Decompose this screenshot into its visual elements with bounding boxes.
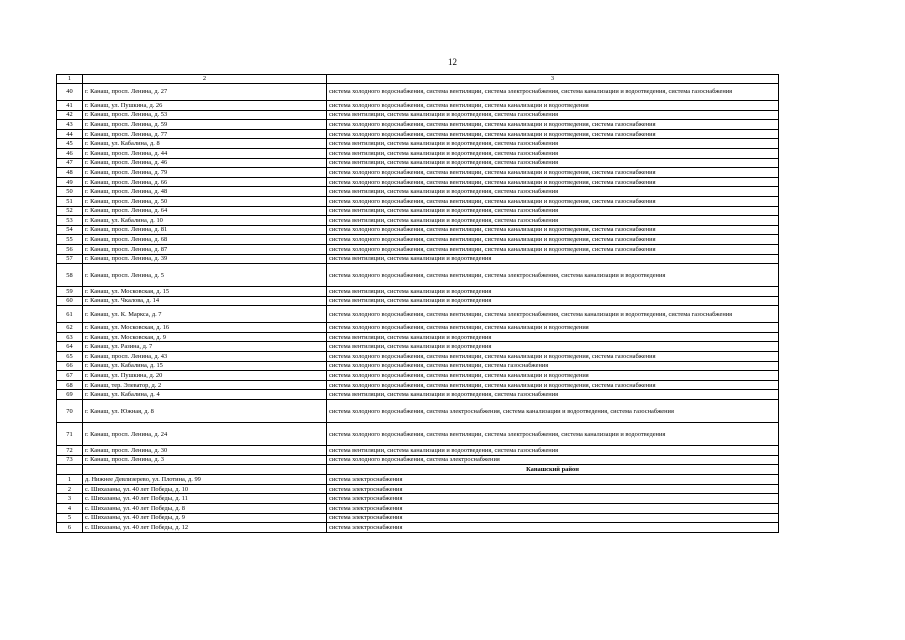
row-systems: система холодного водоснабжения, система вентиляции, система канализации и водоотведения, система газоснабжения <box>327 244 779 254</box>
row-address: с. Шихазаны, ул. 40 лет Победы, д. 11 <box>83 494 327 504</box>
row-number: 72 <box>57 446 83 456</box>
row-systems: система вентиляции, система канализации и водоотведения, система газоснабжения <box>327 446 779 456</box>
table-row <box>57 225 779 235</box>
row-systems: система холодного водоснабжения, система электроснабжения <box>327 455 779 465</box>
table-row <box>57 390 779 400</box>
row-address: г. Канаш, просп. Ленина, д. 66 <box>83 177 327 187</box>
registry-table-body <box>57 75 779 533</box>
row-number: 41 <box>57 101 83 111</box>
row-systems: система холодного водоснабжения, система вентиляции, система канализации и водоотведения <box>327 101 779 111</box>
table-row <box>57 296 779 306</box>
table-row <box>57 196 779 206</box>
row-address: г. Канаш, просп. Ленина, д. 79 <box>83 168 327 178</box>
row-systems: система холодного водоснабжения, система электроснабжения, система канализации и водоотведения, система газоснабжения <box>327 400 779 423</box>
row-address: г. Канаш, тер. Элеватор, д. 2 <box>83 380 327 390</box>
row-systems: система холодного водоснабжения, система вентиляции, система канализации и водоотведения, система газоснабжения <box>327 168 779 178</box>
table-row <box>57 148 779 158</box>
table-row <box>57 484 779 494</box>
row-number: 43 <box>57 120 83 130</box>
row-address: г. Канаш, просп. Ленина, д. 5 <box>83 264 327 287</box>
row-address: г. Канаш, просп. Ленина, д. 77 <box>83 129 327 139</box>
row-address: г. Канаш, просп. Ленина, д. 30 <box>83 446 327 456</box>
row-systems: система вентиляции, система канализации и водоотведения <box>327 332 779 342</box>
table-row <box>57 129 779 139</box>
row-address: г. Канаш, просп. Ленина, д. 68 <box>83 235 327 245</box>
row-systems: система холодного водоснабжения, система вентиляции, система канализации и водоотведения, система газоснабжения <box>327 225 779 235</box>
section-empty-cell <box>83 465 327 475</box>
row-systems: система холодного водоснабжения, система вентиляции, система электроснабжения, система канализации и водоотведения, система газоснабжения <box>327 306 779 323</box>
table-row <box>57 168 779 178</box>
row-number: 55 <box>57 235 83 245</box>
table-row <box>57 342 779 352</box>
table-row <box>57 187 779 197</box>
row-systems: система холодного водоснабжения, система вентиляции, система газоснабжения <box>327 361 779 371</box>
column-number-header: 1 <box>57 75 83 84</box>
table-row <box>57 206 779 216</box>
table-row <box>57 254 779 264</box>
row-number: 46 <box>57 148 83 158</box>
row-address: г. Канаш, просп. Ленина, д. 44 <box>83 148 327 158</box>
row-address: г. Канаш, просп. Ленина, д. 39 <box>83 254 327 264</box>
row-systems: система холодного водоснабжения, система вентиляции, система канализации и водоотведения, система газоснабжения <box>327 196 779 206</box>
row-number: 65 <box>57 352 83 362</box>
row-address: г. Канаш, ул. Кабалина, д. 10 <box>83 216 327 226</box>
section-empty-cell <box>57 465 83 475</box>
table-row <box>57 264 779 287</box>
row-number: 1 <box>57 475 83 485</box>
row-number: 42 <box>57 110 83 120</box>
row-number: 73 <box>57 455 83 465</box>
row-systems: система холодного водоснабжения, система вентиляции, система канализации и водоотведения, система газоснабжения <box>327 177 779 187</box>
row-address: г. Канаш, просп. Ленина, д. 81 <box>83 225 327 235</box>
row-address: д. Нижнее Девлизерево, ул. Плотина, д. 99 <box>83 475 327 485</box>
row-address: с. Шихазаны, ул. 40 лет Победы, д. 9 <box>83 513 327 523</box>
table-row <box>57 504 779 514</box>
row-number: 67 <box>57 371 83 381</box>
row-systems: система электроснабжения <box>327 475 779 485</box>
row-systems: система холодного водоснабжения, система вентиляции, система электроснабжения, система канализации и водоотведения <box>327 423 779 446</box>
row-address: г. Канаш, просп. Ленина, д. 59 <box>83 120 327 130</box>
row-number: 70 <box>57 400 83 423</box>
row-systems: система электроснабжения <box>327 484 779 494</box>
row-number: 59 <box>57 287 83 297</box>
table-row <box>57 110 779 120</box>
table-row <box>57 352 779 362</box>
row-number: 3 <box>57 494 83 504</box>
table-row <box>57 332 779 342</box>
row-address: г. Канаш, ул. Пушкина, д. 26 <box>83 101 327 111</box>
row-address: г. Канаш, просп. Ленина, д. 64 <box>83 206 327 216</box>
row-number: 63 <box>57 332 83 342</box>
table-row <box>57 361 779 371</box>
row-number: 71 <box>57 423 83 446</box>
row-number: 58 <box>57 264 83 287</box>
row-systems: система вентиляции, система канализации и водоотведения <box>327 342 779 352</box>
row-address: г. Канаш, ул. Кабалина, д. 8 <box>83 139 327 149</box>
row-systems: система вентиляции, система канализации и водоотведения, система газоснабжения <box>327 158 779 168</box>
row-address: с. Шихазаны, ул. 40 лет Победы, д. 12 <box>83 523 327 533</box>
table-row <box>57 158 779 168</box>
row-address: с. Шихазаны, ул. 40 лет Победы, д. 10 <box>83 484 327 494</box>
row-address: г. Канаш, ул. Пушкина, д. 20 <box>83 371 327 381</box>
row-systems: система холодного водоснабжения, система вентиляции, система электроснабжения, система канализации и водоотведения, система газоснабжения <box>327 84 779 101</box>
row-number: 64 <box>57 342 83 352</box>
row-systems: система вентиляции, система канализации и водоотведения <box>327 296 779 306</box>
row-number: 53 <box>57 216 83 226</box>
row-systems: система вентиляции, система канализации и водоотведения <box>327 254 779 264</box>
table-row <box>57 513 779 523</box>
row-systems: система холодного водоснабжения, система вентиляции, система канализации и водоотведения <box>327 323 779 333</box>
row-systems: система вентиляции, система канализации и водоотведения, система газоснабжения <box>327 148 779 158</box>
table-row <box>57 475 779 485</box>
row-number: 62 <box>57 323 83 333</box>
row-address: г. Канаш, ул. Московская, д. 16 <box>83 323 327 333</box>
table-row <box>57 177 779 187</box>
row-number: 50 <box>57 187 83 197</box>
column-address-header: 2 <box>83 75 327 84</box>
table-row <box>57 423 779 446</box>
row-address: г. Канаш, просп. Ленина, д. 53 <box>83 110 327 120</box>
row-number: 40 <box>57 84 83 101</box>
table-row <box>57 323 779 333</box>
row-number: 56 <box>57 244 83 254</box>
row-systems: система вентиляции, система канализации и водоотведения, система газоснабжения <box>327 206 779 216</box>
row-address: г. Канаш, просп. Ленина, д. 43 <box>83 352 327 362</box>
row-systems: система вентиляции, система канализации и водоотведения, система газоснабжения <box>327 390 779 400</box>
table-row <box>57 494 779 504</box>
table-row <box>57 244 779 254</box>
row-systems: система холодного водоснабжения, система вентиляции, система канализации и водоотведения, система газоснабжения <box>327 380 779 390</box>
row-systems: система вентиляции, система канализации и водоотведения, система газоснабжения <box>327 110 779 120</box>
row-address: г. Канаш, ул. Чкалова, д. 14 <box>83 296 327 306</box>
table-row <box>57 523 779 533</box>
row-number: 45 <box>57 139 83 149</box>
row-address: г. Канаш, просп. Ленина, д. 87 <box>83 244 327 254</box>
row-address: г. Канаш, ул. Разина, д. 7 <box>83 342 327 352</box>
row-number: 57 <box>57 254 83 264</box>
table-row <box>57 101 779 111</box>
row-number: 61 <box>57 306 83 323</box>
row-systems: система электроснабжения <box>327 494 779 504</box>
table-row <box>57 380 779 390</box>
row-systems: система холодного водоснабжения, система вентиляции, система канализации и водоотведения, система газоснабжения <box>327 352 779 362</box>
row-number: 4 <box>57 504 83 514</box>
row-number: 48 <box>57 168 83 178</box>
row-number: 44 <box>57 129 83 139</box>
row-address: г. Канаш, просп. Ленина, д. 48 <box>83 187 327 197</box>
row-address: г. Канаш, ул. К. Маркса, д. 7 <box>83 306 327 323</box>
row-number: 5 <box>57 513 83 523</box>
registry-table <box>56 74 779 533</box>
row-address: г. Канаш, ул. Московская, д. 15 <box>83 287 327 297</box>
row-number: 47 <box>57 158 83 168</box>
table-row <box>57 400 779 423</box>
row-address: г. Канаш, ул. Южная, д. 8 <box>83 400 327 423</box>
row-systems: система вентиляции, система канализации и водоотведения, система газоснабжения <box>327 187 779 197</box>
row-address: г. Канаш, просп. Ленина, д. 3 <box>83 455 327 465</box>
row-number: 69 <box>57 390 83 400</box>
table-row <box>57 216 779 226</box>
row-systems: система вентиляции, система канализации и водоотведения, система газоснабжения <box>327 216 779 226</box>
row-number: 66 <box>57 361 83 371</box>
row-systems: система вентиляции, система канализации и водоотведения <box>327 287 779 297</box>
table-header-row <box>57 75 779 84</box>
table-row <box>57 306 779 323</box>
column-systems-header: 3 <box>327 75 779 84</box>
table-row <box>57 235 779 245</box>
row-systems: система вентиляции, система канализации и водоотведения, система газоснабжения <box>327 139 779 149</box>
row-address: г. Канаш, просп. Ленина, д. 50 <box>83 196 327 206</box>
table-row <box>57 120 779 130</box>
table-row <box>57 455 779 465</box>
row-systems: система холодного водоснабжения, система вентиляции, система канализации и водоотведения, система газоснабжения <box>327 120 779 130</box>
row-number: 68 <box>57 380 83 390</box>
table-row <box>57 371 779 381</box>
row-number: 51 <box>57 196 83 206</box>
row-systems: система холодного водоснабжения, система вентиляции, система канализации и водоотведения, система газоснабжения <box>327 129 779 139</box>
page-number: 12 <box>448 57 457 67</box>
row-systems: система электроснабжения <box>327 504 779 514</box>
row-systems: система электроснабжения <box>327 523 779 533</box>
table-row <box>57 139 779 149</box>
row-systems: система холодного водоснабжения, система вентиляции, система электроснабжения, система канализации и водоотведения <box>327 264 779 287</box>
row-address: г. Канаш, ул. Московская, д. 9 <box>83 332 327 342</box>
section-title: Канашский район <box>327 465 779 475</box>
section-row <box>57 465 779 475</box>
row-address: с. Шихазаны, ул. 40 лет Победы, д. 8 <box>83 504 327 514</box>
row-address: г. Канаш, ул. Кабалина, д. 4 <box>83 390 327 400</box>
row-number: 60 <box>57 296 83 306</box>
row-number: 52 <box>57 206 83 216</box>
table-row <box>57 446 779 456</box>
row-number: 54 <box>57 225 83 235</box>
row-systems: система электроснабжения <box>327 513 779 523</box>
row-address: г. Канаш, просп. Ленина, д. 27 <box>83 84 327 101</box>
row-number: 49 <box>57 177 83 187</box>
row-systems: система холодного водоснабжения, система вентиляции, система канализации и водоотведения, система газоснабжения <box>327 235 779 245</box>
row-address: г. Канаш, просп. Ленина, д. 24 <box>83 423 327 446</box>
row-systems: система холодного водоснабжения, система вентиляции, система канализации и водоотведения <box>327 371 779 381</box>
row-address: г. Канаш, просп. Ленина, д. 46 <box>83 158 327 168</box>
row-number: 2 <box>57 484 83 494</box>
table-row <box>57 287 779 297</box>
row-number: 6 <box>57 523 83 533</box>
table-row <box>57 84 779 101</box>
row-address: г. Канаш, ул. Кабалина, д. 15 <box>83 361 327 371</box>
